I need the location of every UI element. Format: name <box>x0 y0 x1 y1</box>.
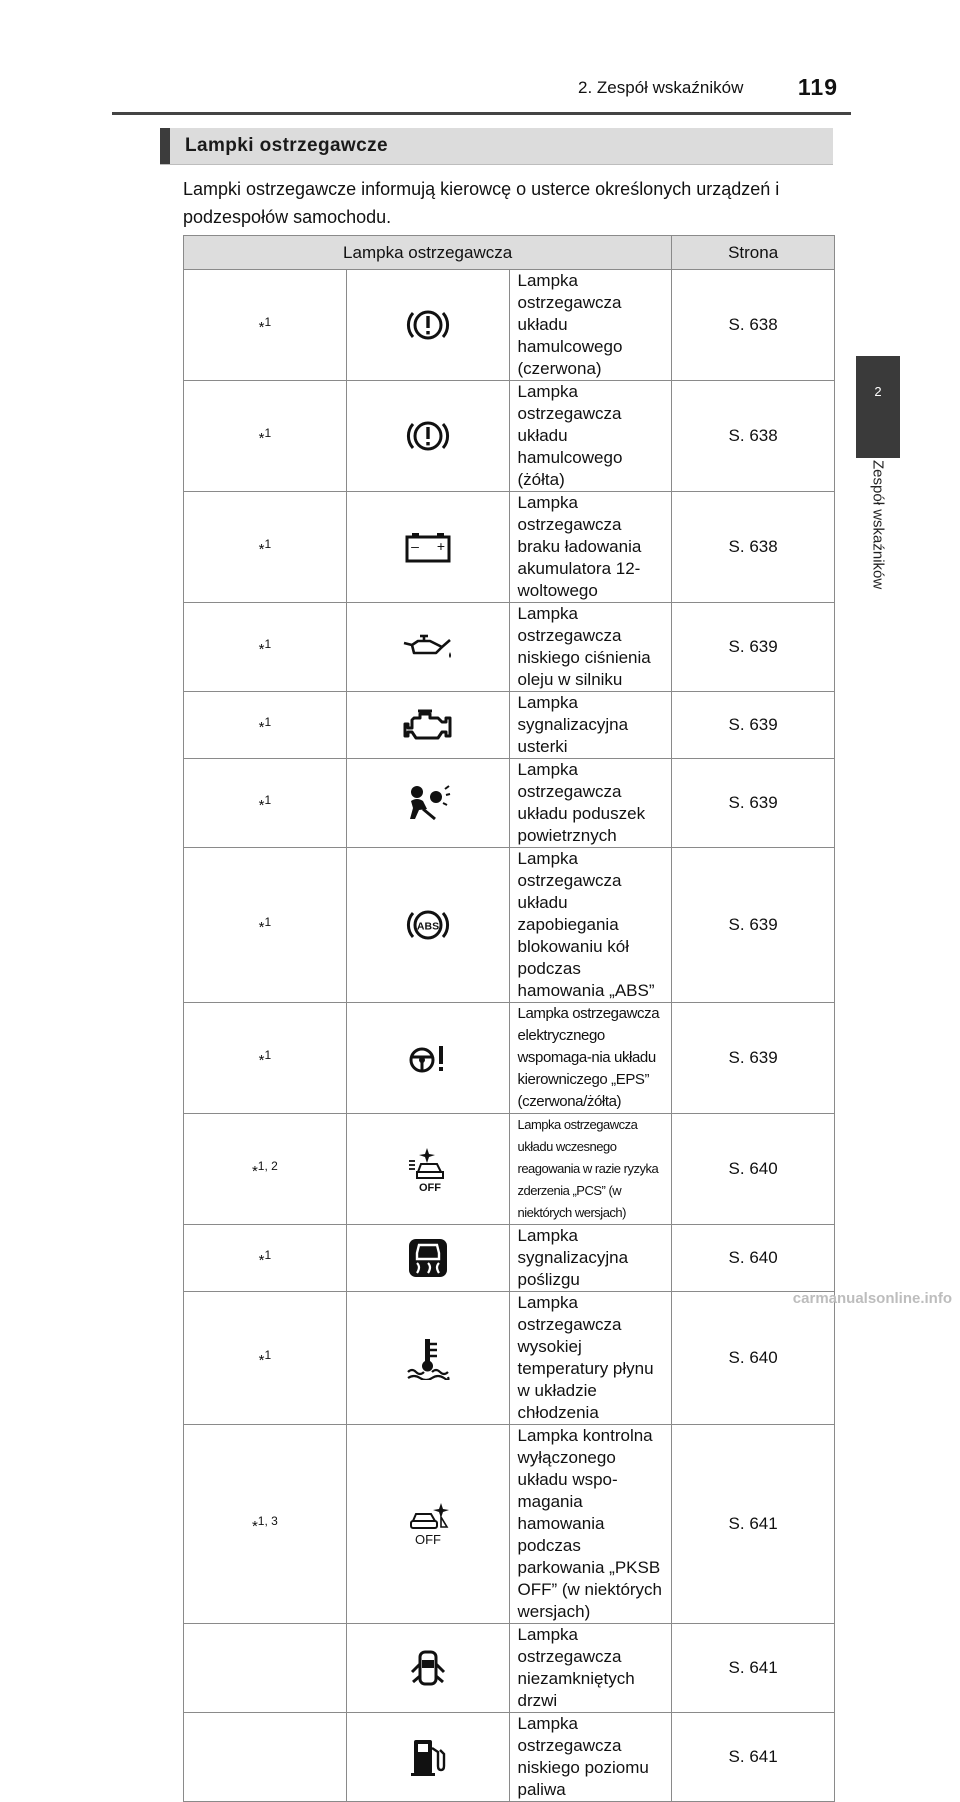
table-header-row <box>184 236 835 270</box>
heading-bar <box>160 128 170 164</box>
page-reference[interactable]: S. 640 <box>672 1114 835 1225</box>
section-title: 2. Zespół wskaźników <box>578 78 744 97</box>
table-row <box>184 1225 835 1292</box>
lamp-description: Lampka ostrzegawcza układu wczesnego reagowania w razie ryzyka zderzenia „PCS” (w niektórych wersjach) <box>509 1114 672 1225</box>
page-reference[interactable]: S. 641 <box>672 1425 835 1624</box>
pksb-off-icon <box>346 1425 509 1624</box>
check-engine-icon <box>346 692 509 759</box>
lamp-description: Lampka ostrzegawcza układu zapobiegania blokowaniu kół podczas hamowania „ABS” <box>509 848 672 1003</box>
table-row <box>184 270 835 381</box>
lamp-description: Lampka ostrzegawcza niskiego ciśnienia oleju w silniku <box>509 603 672 692</box>
battery-icon <box>346 492 509 603</box>
page-reference[interactable]: S. 638 <box>672 381 835 492</box>
intro-paragraph: Lampki ostrzegawcze informują kierowcę o usterce określonych urządzeń i podzespołów samochodu. <box>183 179 780 227</box>
eps-steering-icon <box>346 1003 509 1114</box>
note-mark: *1 <box>184 270 347 381</box>
off-label: OFF <box>418 1182 441 1193</box>
table-row <box>184 492 835 603</box>
watermark-text: carmanualsonline.info <box>792 1290 952 1307</box>
section-heading <box>160 128 833 165</box>
table-row <box>184 759 835 848</box>
lamp-description: Lampka sygnalizacyjna poślizgu <box>509 1225 672 1292</box>
pcs-off-icon <box>346 1114 509 1225</box>
lamp-description: Lampka ostrzegawcza niskiego poziomu paliwa <box>509 1713 672 1802</box>
table-row <box>184 1425 835 1624</box>
col-header-page: Strona <box>672 236 835 270</box>
page-reference[interactable]: S. 641 <box>672 1713 835 1802</box>
lamp-description: Lampka ostrzegawcza układu hamulcowego (czerwona) <box>509 270 672 381</box>
col-header-lamp: Lampka ostrzegawcza <box>184 236 672 270</box>
table-row <box>184 1713 835 1802</box>
note-mark: *1 <box>184 603 347 692</box>
note-mark: *1 <box>184 492 347 603</box>
note-mark <box>184 1624 347 1713</box>
battery-minus-label: – <box>410 538 419 554</box>
door-open-icon <box>346 1624 509 1713</box>
lamp-description: Lampka ostrzegawcza układu hamulcowego (żółta) <box>509 381 672 492</box>
brake-warning-icon <box>346 270 509 381</box>
page-reference[interactable]: S. 639 <box>672 848 835 1003</box>
table-row <box>184 1292 835 1425</box>
abs-label: ABS <box>416 920 439 933</box>
chapter-tab[interactable] <box>856 356 900 458</box>
page-reference[interactable]: S. 639 <box>672 1003 835 1114</box>
page-reference[interactable]: S. 639 <box>672 603 835 692</box>
off-label: OFF <box>414 1532 441 1547</box>
header-rule <box>112 112 851 115</box>
table-row <box>184 1114 835 1225</box>
note-mark: *1 <box>184 692 347 759</box>
page-reference[interactable]: S. 638 <box>672 492 835 603</box>
table-row <box>184 848 835 1003</box>
note-mark: *1 <box>184 848 347 1003</box>
page-reference[interactable]: S. 640 <box>672 1292 835 1425</box>
note-mark: *1, 2 <box>184 1114 347 1225</box>
warning-lamp-table <box>183 235 835 1802</box>
table-row <box>184 603 835 692</box>
note-mark: *1 <box>184 1003 347 1114</box>
page-number: 119 <box>797 74 838 100</box>
note-mark: *1, 3 <box>184 1425 347 1624</box>
table-row <box>184 381 835 492</box>
note-mark: *1 <box>184 1292 347 1425</box>
airbag-icon <box>346 759 509 848</box>
lamp-description: Lampka ostrzegawcza niezamkniętych drzwi <box>509 1624 672 1713</box>
oil-pressure-icon <box>346 603 509 692</box>
page-reference[interactable]: S. 639 <box>672 759 835 848</box>
lamp-description: Lampka ostrzegawcza elektrycznego wspomaga-nia układu kierowniczego „EPS” (czerwona/żółta) <box>509 1003 672 1114</box>
page-reference[interactable]: S. 641 <box>672 1624 835 1713</box>
table-row <box>184 1624 835 1713</box>
page-reference[interactable]: S. 639 <box>672 692 835 759</box>
battery-plus-label: + <box>436 538 445 554</box>
chapter-label-text: Zespół wskaźników <box>869 460 887 590</box>
note-mark: *1 <box>184 759 347 848</box>
table-row <box>184 692 835 759</box>
brake-warning-icon <box>346 381 509 492</box>
abs-icon <box>346 848 509 1003</box>
coolant-temp-icon <box>346 1292 509 1425</box>
note-mark <box>184 1713 347 1802</box>
chapter-label <box>861 455 895 615</box>
chapter-number: 2 <box>874 384 882 399</box>
skid-icon <box>346 1225 509 1292</box>
table-row <box>184 1003 835 1114</box>
note-mark: *1 <box>184 381 347 492</box>
heading-text: Lampki ostrzegawcze <box>185 135 388 156</box>
lamp-description: Lampka ostrzegawcza układu poduszek powietrznych <box>509 759 672 848</box>
lamp-description: Lampka ostrzegawcza braku ładowania akumulatora 12-woltowego <box>509 492 672 603</box>
lamp-description: Lampka ostrzegawcza wysokiej temperatury płynu w układzie chłodzenia <box>509 1292 672 1425</box>
lamp-description: Lampka sygnalizacyjna usterki <box>509 692 672 759</box>
lamp-description: Lampka kontrolna wyłączonego układu wspo-magania hamowania podczas parkowania „PKSB OFF” (w niektórych wersjach) <box>509 1425 672 1624</box>
page-reference[interactable]: S. 638 <box>672 270 835 381</box>
running-header <box>578 74 838 108</box>
fuel-icon <box>346 1713 509 1802</box>
note-mark: *1 <box>184 1225 347 1292</box>
page-reference[interactable]: S. 640 <box>672 1225 835 1292</box>
